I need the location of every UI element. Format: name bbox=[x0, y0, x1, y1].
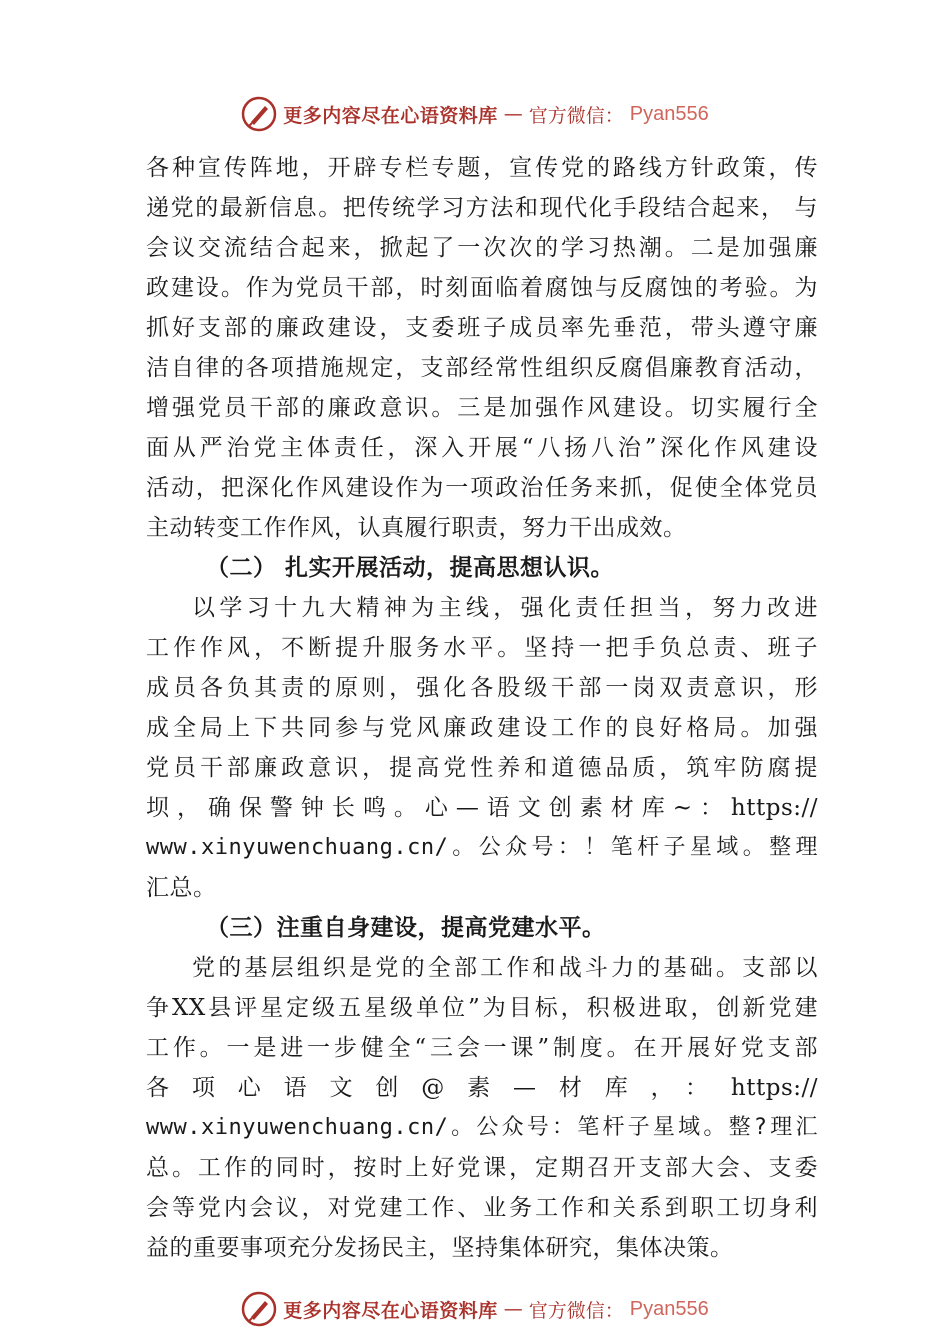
banner-separator: — bbox=[503, 103, 523, 125]
body-line: 益的重要事项充分发扬民主，坚持集体研究，集体决策。 bbox=[146, 1235, 734, 1261]
header-banner bbox=[0, 92, 950, 136]
body-line: 成员各负其责的原则，强化各股级干部一岗双责意识，形 bbox=[146, 675, 818, 701]
banner-wechat-id: Pyan556 bbox=[629, 1297, 709, 1320]
banner-brand: 更多内容尽在心语资料库 bbox=[283, 104, 498, 127]
body-line: 主动转变工作作风，认真履行职责，努力干出成效。 bbox=[146, 515, 687, 541]
body-line: 各项心语文创@素—材库，：https:// bbox=[146, 1075, 818, 1101]
body-line: 会等党内会议，对党建工作、业务工作和关系到职工切身利 bbox=[146, 1195, 818, 1221]
section-heading-3: （三）注重自身建设，提高党建水平。 bbox=[206, 914, 606, 941]
body-line: 各种宣传阵地，开辟专栏专题，宣传党的路线方针政策，传 bbox=[146, 155, 818, 181]
body-line-url: www.xinyuwenchuang.cn/。公众号：笔杆子星域。整?理汇 bbox=[146, 1115, 818, 1140]
pen-logo-icon bbox=[241, 96, 277, 132]
body-line: 汇总。 bbox=[146, 875, 217, 901]
footer-banner bbox=[0, 1287, 950, 1331]
banner-separator: — bbox=[503, 1298, 523, 1320]
body-line: 总。工作的同时，按时上好党课，定期召开支部大会、支委 bbox=[146, 1155, 818, 1181]
body-line: 洁自律的各项措施规定，支部经常性组织反腐倡廉教育活动， bbox=[146, 355, 818, 381]
body-line: 党的基层组织是党的全部工作和战斗力的基础。支部以 bbox=[192, 955, 818, 981]
banner-brand: 更多内容尽在心语资料库 bbox=[283, 1299, 498, 1322]
banner-wechat-id: Pyan556 bbox=[629, 102, 709, 125]
body-line: 工作作风，不断提升服务水平。坚持一把手负总责、班子 bbox=[146, 635, 818, 661]
body-line: 坝，确保警钟长鸣。心—语文创素材库~：https:// bbox=[146, 795, 818, 821]
pen-logo-icon bbox=[241, 1291, 277, 1327]
body-line: 会议交流结合起来，掀起了一次次的学习热潮。二是加强廉 bbox=[146, 235, 818, 261]
body-line-url: www.xinyuwenchuang.cn/。公众号：！笔杆子星域。整理 bbox=[146, 835, 818, 860]
body-line: 成全局上下共同参与党风廉政建设工作的良好格局。加强 bbox=[146, 715, 818, 741]
body-line: 以学习十九大精神为主线，强化责任担当，努力改进 bbox=[192, 595, 818, 621]
banner-official: 官方微信： bbox=[528, 104, 624, 127]
body-line: 抓好支部的廉政建设，支委班子成员率先垂范，带头遵守廉 bbox=[146, 315, 818, 341]
body-line: 面从严治党主体责任，深入开展“八扬八治”深化作风建设 bbox=[146, 435, 818, 461]
document-body bbox=[146, 148, 818, 1268]
body-line: 工作。一是进一步健全“三会一课”制度。在开展好党支部 bbox=[146, 1035, 818, 1061]
section-heading-2: （二） 扎实开展活动，提高思想认识。 bbox=[206, 554, 615, 581]
body-line: 活动，把深化作风建设作为一项政治任务来抓，促使全体党员 bbox=[146, 475, 818, 501]
body-line: 递党的最新信息。把传统学习方法和现代化手段结合起来， 与 bbox=[146, 195, 818, 221]
body-line: 争XX县评星定级五星级单位”为目标，积极进取，创新党建 bbox=[146, 995, 818, 1021]
body-line: 增强党员干部的廉政意识。三是加强作风建设。切实履行全 bbox=[146, 395, 818, 421]
banner-official: 官方微信： bbox=[528, 1299, 624, 1322]
body-line: 党员干部廉政意识，提高党性养和道德品质，筑牢防腐提 bbox=[146, 755, 818, 781]
body-line: 政建设。作为党员干部，时刻面临着腐蚀与反腐蚀的考验。为 bbox=[146, 275, 818, 301]
